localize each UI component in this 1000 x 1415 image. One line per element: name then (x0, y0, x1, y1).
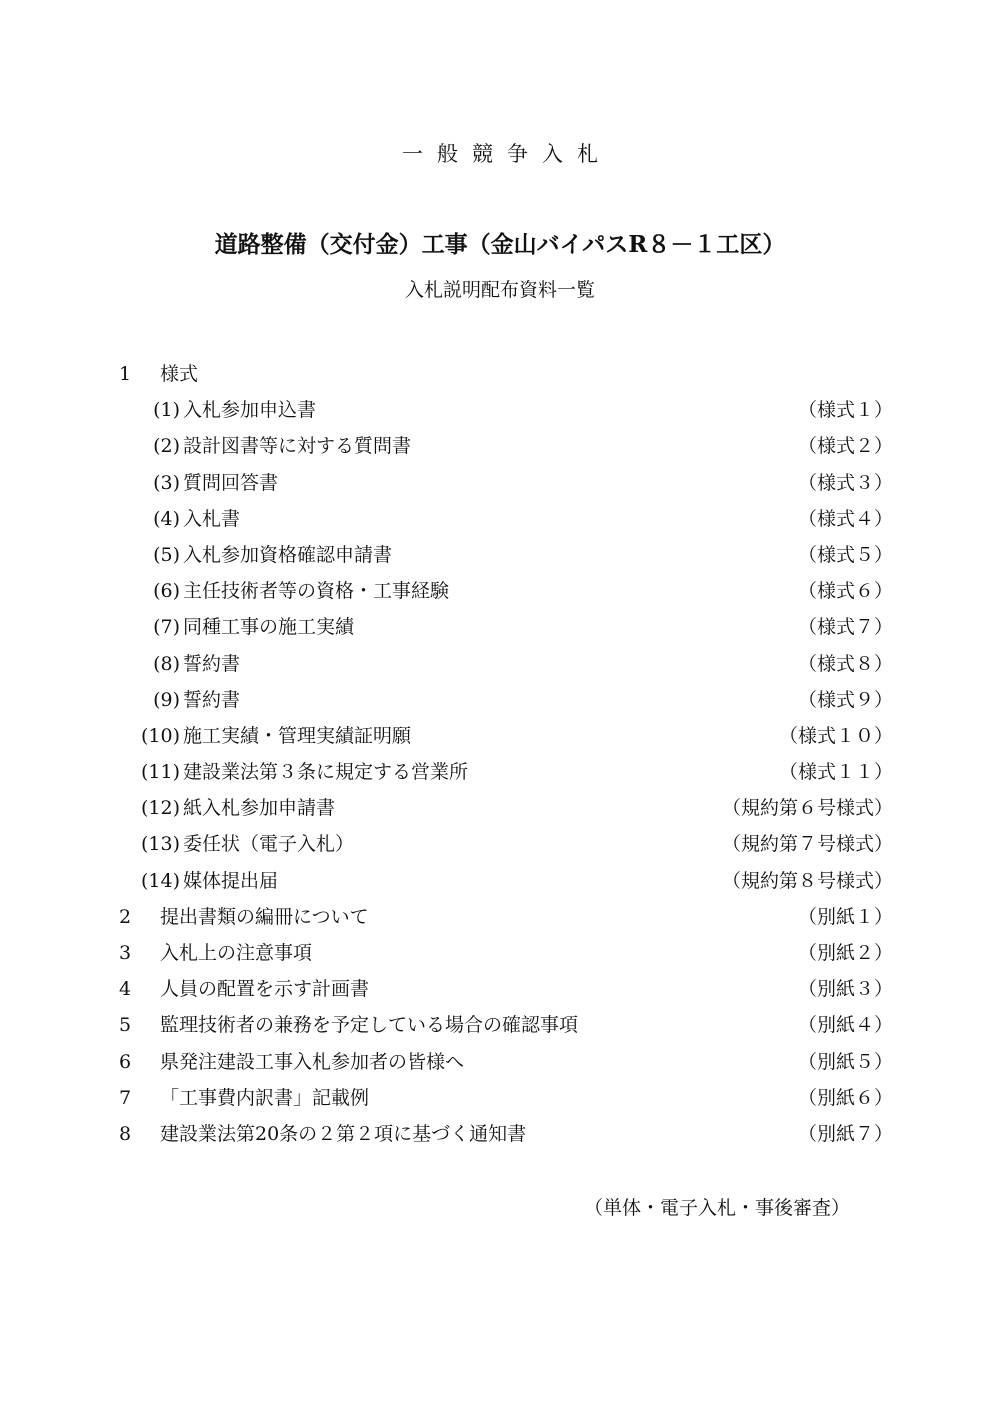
list-item (0, 790, 1000, 826)
item-label: 誓約書 (183, 652, 241, 675)
section-row (0, 899, 1000, 935)
item-label: 監理技術者の兼務を予定している場合の確認事項 (160, 1014, 579, 1037)
item-form-reference: （様式６） (797, 580, 893, 603)
list-item (0, 537, 1000, 573)
item-number: (12) (140, 797, 180, 820)
list-item (0, 754, 1000, 790)
list-item (0, 609, 1000, 645)
section-row (0, 356, 1000, 392)
item-number: (10) (140, 724, 180, 747)
item-number: 3 (119, 942, 132, 964)
list-item (0, 392, 1000, 428)
materials-list (0, 356, 1000, 1152)
item-label: 建設業法第20条の２第２項に基づく通知書 (160, 1122, 527, 1145)
item-number: 6 (119, 1050, 132, 1073)
list-item (0, 428, 1000, 464)
item-form-reference: （様式１１） (778, 761, 893, 784)
item-number: (9) (153, 688, 180, 711)
item-form-reference: （様式５） (797, 543, 893, 566)
section-row (0, 1116, 1000, 1152)
item-form-reference: （別紙６） (797, 1086, 893, 1109)
item-label: 委任状（電子入札） (183, 833, 355, 856)
list-item (0, 573, 1000, 609)
item-form-reference: （様式９） (797, 688, 893, 711)
item-number: (8) (153, 652, 180, 675)
document-title: 道路整備（交付金）工事（金山バイパスR８－１工区） (214, 231, 786, 258)
item-label: 人員の配置を示す計画書 (160, 978, 370, 1001)
item-label: 主任技術者等の資格・工事経験 (183, 580, 450, 603)
section-row (0, 935, 1000, 971)
item-number: 5 (119, 1014, 132, 1037)
list-item (0, 718, 1000, 754)
item-label: 同種工事の施工実績 (183, 616, 355, 639)
item-form-reference: （別紙４） (797, 1014, 893, 1037)
item-form-reference: （様式８） (797, 652, 893, 675)
list-item (0, 465, 1000, 501)
item-label: 質問回答書 (183, 471, 279, 494)
item-number: (7) (153, 616, 180, 639)
item-label: 施工実績・管理実績証明願 (183, 724, 412, 747)
item-number: (13) (140, 833, 180, 856)
item-number: (14) (140, 869, 180, 892)
item-label: 入札参加資格確認申請書 (183, 543, 393, 566)
document-subtitle: 入札説明配布資料一覧 (404, 279, 595, 301)
section-row (0, 1080, 1000, 1116)
item-form-reference: （様式１） (797, 399, 893, 422)
item-number: (4) (153, 507, 180, 530)
item-label: 「工事費内訳書」記載例 (160, 1086, 370, 1109)
item-label: 設計図書等に対する質問書 (183, 435, 412, 458)
section-row (0, 971, 1000, 1007)
item-number: (3) (153, 471, 180, 494)
item-form-reference: （様式２） (797, 435, 893, 458)
list-item (0, 646, 1000, 682)
item-number: 4 (119, 978, 132, 1001)
item-form-reference: （様式７） (797, 616, 893, 639)
item-form-reference: （様式１０） (778, 724, 893, 747)
item-label: 入札書 (183, 507, 241, 530)
item-form-reference: （別紙５） (797, 1050, 893, 1073)
item-form-reference: （規約第６号様式） (721, 797, 893, 820)
item-form-reference: （別紙３） (797, 978, 893, 1001)
item-label: 県発注建設工事入札参加者の皆様へ (160, 1050, 465, 1073)
item-form-reference: （規約第８号様式） (721, 869, 893, 892)
item-form-reference: （別紙１） (797, 905, 893, 928)
item-number: (11) (140, 761, 180, 784)
item-label: 入札参加申込書 (183, 399, 317, 422)
list-item (0, 863, 1000, 899)
bid-type-heading: 一般競争入札 (402, 142, 612, 166)
item-label: 提出書類の編冊について (160, 905, 369, 928)
item-label: 入札上の注意事項 (160, 942, 313, 964)
list-item (0, 682, 1000, 718)
item-number: 1 (119, 363, 132, 385)
item-number: (2) (153, 435, 180, 458)
item-form-reference: （別紙２） (797, 942, 893, 964)
footer-note: （単体・電子入札・事後審査） (583, 1197, 850, 1219)
item-form-reference: （規約第７号様式） (721, 833, 893, 856)
list-item (0, 501, 1000, 537)
item-number: (1) (153, 399, 180, 422)
item-number: 2 (119, 905, 132, 928)
item-label: 紙入札参加申請書 (183, 797, 336, 820)
list-item (0, 826, 1000, 862)
item-label: 誓約書 (183, 688, 241, 711)
item-label: 様式 (160, 363, 199, 385)
item-form-reference: （様式３） (797, 471, 893, 494)
item-number: (5) (153, 543, 180, 566)
item-label: 建設業法第３条に規定する営業所 (183, 761, 469, 784)
item-number: (6) (153, 580, 180, 603)
section-row (0, 1007, 1000, 1043)
item-form-reference: （様式４） (797, 507, 893, 530)
item-number: 8 (119, 1122, 132, 1145)
item-label: 媒体提出届 (183, 869, 279, 892)
item-number: 7 (119, 1086, 132, 1109)
item-form-reference: （別紙７） (797, 1122, 893, 1145)
section-row (0, 1044, 1000, 1080)
